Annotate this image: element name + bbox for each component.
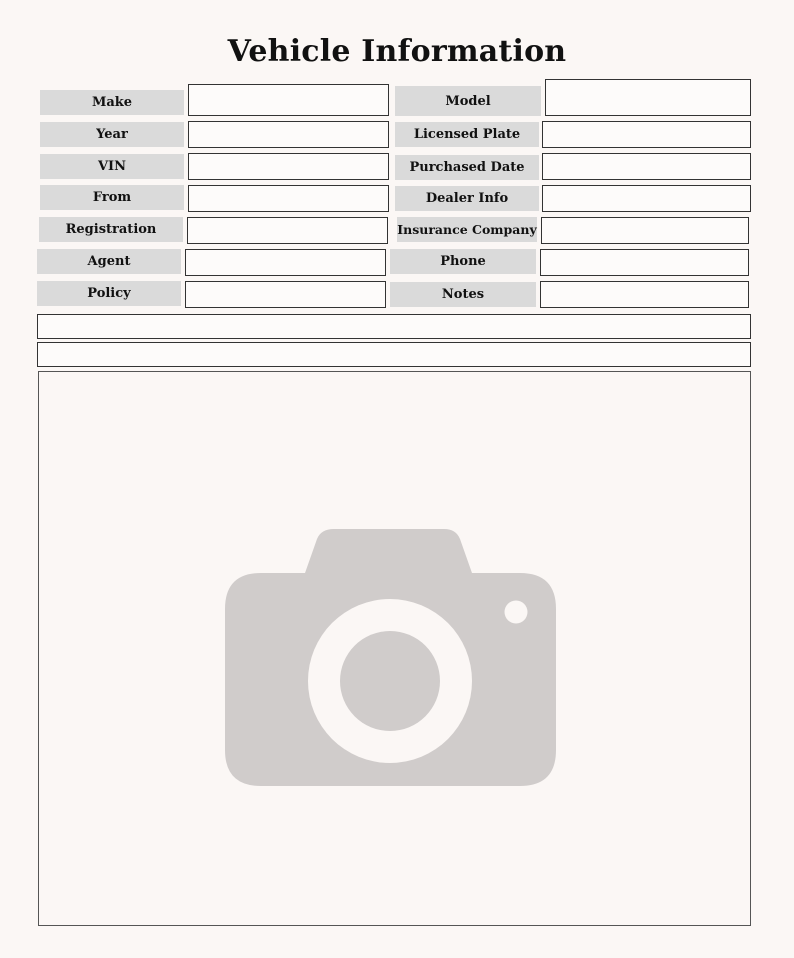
- model-field[interactable]: [545, 79, 751, 116]
- label-licensed-plate: Licensed Plate: [395, 122, 539, 147]
- from-field[interactable]: [188, 185, 389, 212]
- make-field[interactable]: [188, 84, 389, 116]
- year-field[interactable]: [188, 121, 389, 148]
- photo-placeholder[interactable]: [38, 371, 751, 926]
- label-policy: Policy: [37, 281, 181, 306]
- dealer-info-field[interactable]: [542, 185, 751, 212]
- notes-line-2[interactable]: [37, 342, 751, 367]
- label-phone: Phone: [390, 249, 536, 274]
- purchased-date-field[interactable]: [542, 153, 751, 180]
- label-agent: Agent: [37, 249, 181, 274]
- label-from: From: [40, 185, 184, 210]
- camera-icon: [39, 372, 752, 927]
- label-model: Model: [395, 86, 541, 116]
- label-dealer-info: Dealer Info: [395, 186, 539, 211]
- policy-field[interactable]: [185, 281, 386, 308]
- vin-field[interactable]: [188, 153, 389, 180]
- notes-line-1[interactable]: [37, 314, 751, 339]
- licensed-plate-field[interactable]: [542, 121, 751, 148]
- notes-field[interactable]: [540, 281, 749, 308]
- label-year: Year: [40, 122, 184, 147]
- label-insurance-company: Insurance Company: [397, 217, 537, 242]
- agent-field[interactable]: [185, 249, 386, 276]
- label-vin: VIN: [40, 154, 184, 179]
- label-purchased-date: Purchased Date: [395, 155, 539, 180]
- label-notes: Notes: [390, 282, 536, 307]
- insurance-company-field[interactable]: [541, 217, 749, 244]
- label-make: Make: [40, 90, 184, 115]
- page-title: Vehicle Information: [227, 34, 567, 69]
- registration-field[interactable]: [187, 217, 388, 244]
- label-registration: Registration: [39, 217, 183, 242]
- phone-field[interactable]: [540, 249, 749, 276]
